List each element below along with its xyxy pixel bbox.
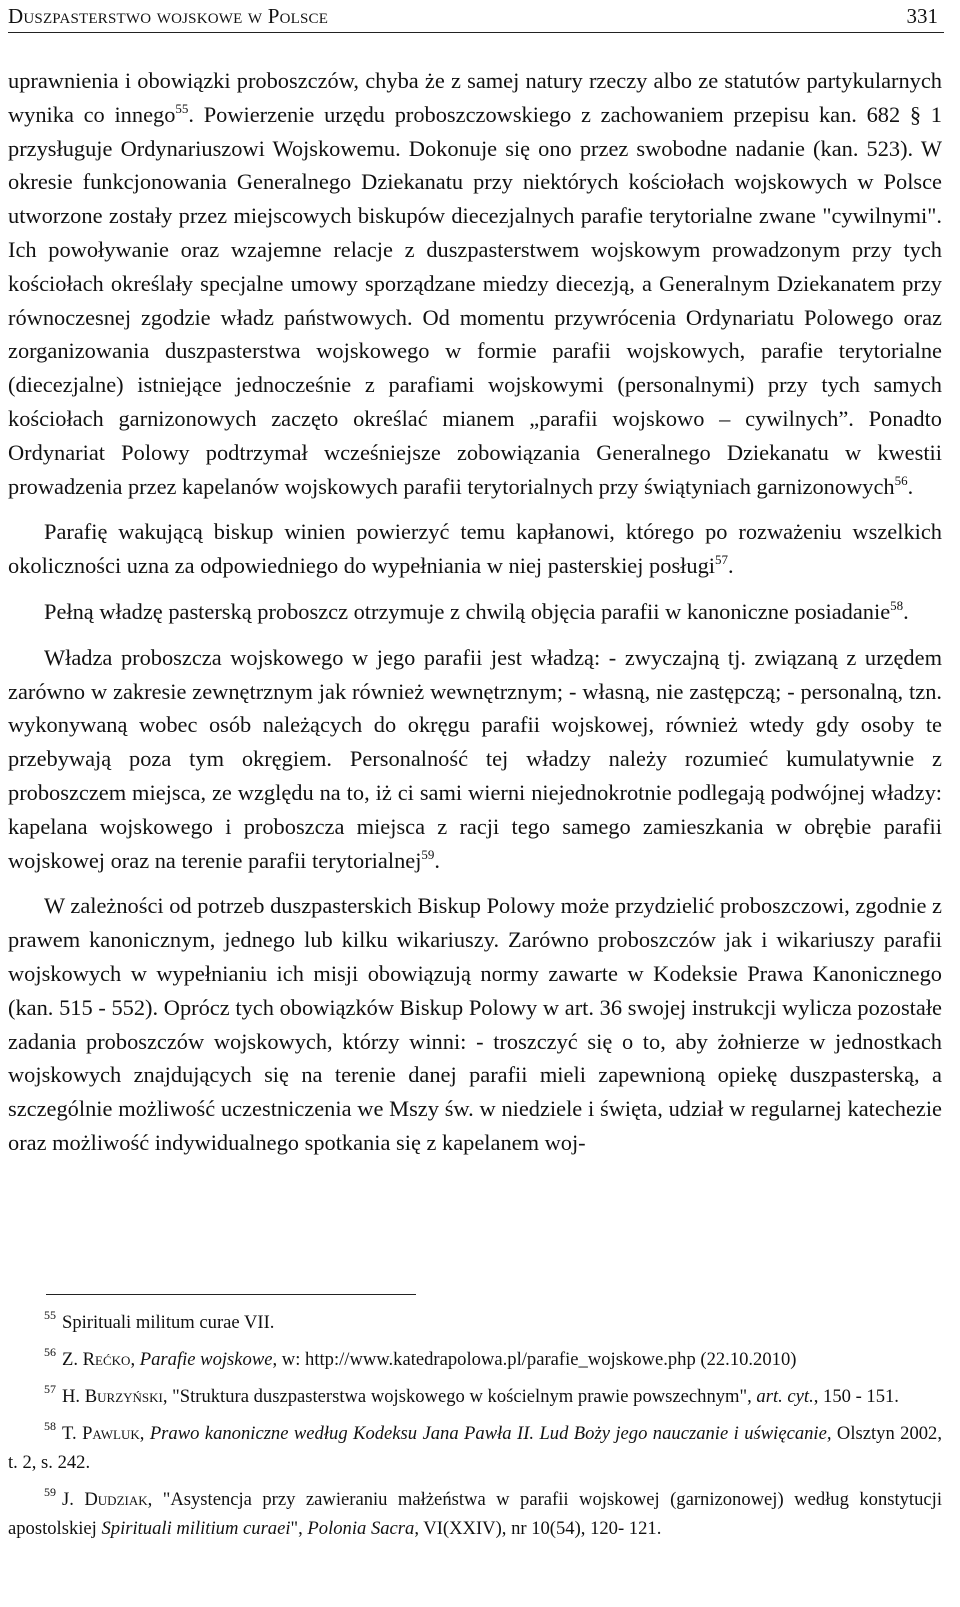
footnote-text: Olsztyn 2002, t. 2, s. 242. xyxy=(8,1423,943,1473)
footnote-separator xyxy=(46,1294,416,1295)
footnote-number: 55 xyxy=(44,1308,56,1322)
journal-title: Polonia Sacra xyxy=(307,1518,415,1539)
paragraph-text: . xyxy=(728,553,734,579)
footnote-ref-55[interactable]: 55 xyxy=(175,100,189,116)
author-name: Pawluk xyxy=(82,1423,140,1444)
paragraph-text: . xyxy=(434,847,441,873)
running-header xyxy=(8,0,944,33)
footnote-ref-58[interactable]: 58 xyxy=(890,597,904,613)
footnote-57 xyxy=(8,1382,942,1411)
footnote-text: , xyxy=(130,1349,140,1370)
paragraph-2 xyxy=(8,515,942,583)
footnote-number: 59 xyxy=(44,1485,56,1499)
paragraph-3 xyxy=(8,595,942,629)
work-title: Parafie wojskowe xyxy=(139,1349,273,1370)
art-cyt: art. cyt. xyxy=(756,1386,814,1407)
paragraph-text: . xyxy=(907,473,914,499)
footnote-number: 58 xyxy=(44,1419,56,1433)
footnote-text: ", xyxy=(290,1518,308,1539)
paragraph-text: uprawnienia i obowiązki proboszczów, chyba że z samej natury rzeczy albo ze statutów partykularnych wynika co innego xyxy=(8,68,942,127)
footnote-number: 56 xyxy=(44,1345,56,1359)
author-initial: T. xyxy=(62,1423,83,1444)
work-title: Spirituali militium curaei xyxy=(101,1518,291,1539)
paragraph-text: Władza proboszcza wojskowego w jego parafii jest władzą: - zwyczajną tj. związaną z urzędem zarówno w zakresie zewnętrznym jak również wewnętrznym; - własną, nie zastępczą; - personalną, tzn. wykonywaną wobec osób należących do okręgu parafii wojskowej, również wtedy gdy osoby te przebywają poza tym okręgiem. Personalność tej władzy należy rozumieć kumulatywnie z proboszczem miejsca, ze względu na to, iż ci sami wierni niejednokrotnie podlegają podwójnej władzy: kapelana wojskowego i proboszcza miejsca z racji tego samego zamieszkania w obrębie parafii wojskowej oraz na terenie parafii terytorialnej xyxy=(8,644,942,873)
page-number: 331 xyxy=(906,4,938,28)
paragraph-text: . Powierzenie urzędu proboszczowskiego z zachowaniem przepisu kan. 682 § 1 przysługuje Ordynariuszowi Wojskowemu. Dokonuje się ono przez swobodne nadanie (kan. 523). W okresie funkcjonowania Generalnego Dziekanatu przy niektórych kościołach wojskowych w Polsce utworzone zostały przez miejscowych biskupów diecezjalnych parafie terytorialne zwane "cywilnymi". Ich powoływanie oraz wzajemne relacje z duszpasterstwem wojskowym prowadzonym przy tych kościołach określały specjalne umowy sporządzane miedzy diecezją, a Generalnym Dziekanatem przy równoczesnej zgodzie władz państwowych. Od momentu przywrócenia Ordynariatu Polowego oraz zorganizowania duszpasterstwa wojskowego w formie parafii wojskowych, parafie terytorialne (diecezjalne) istniejące jednocześnie z parafiami wojskowymi (personalnymi) przy tych samych kościołach garnizonowych zaczęto określać mianem „parafii wojskowo – cywilnych”. Ponadto Ordynariat Polowy podtrzymał wcześniejsze zobowiązania Generalnego Dziekanatu w kwestii prowadzenia przez kapelanów wojskowych parafii terytorialnych przy świątyniach garnizonowych xyxy=(8,101,942,499)
paragraph-text: Pełną władzę pasterską proboszcz otrzymuje z chwilą objęcia parafii w kanoniczne posiadanie xyxy=(44,598,891,624)
paragraph-text: W zależności od potrzeb duszpasterskich Biskup Polowy może przydzielić proboszczowi, zgodnie z prawem kanonicznym, jednego lub kilku wikariuszy. Zarówno proboszczów jak i wikariuszy parafii wojskowych w wypełnianiu ich misji obowiązują normy zawarte w Kodeksie Prawa Kanonicznego (kan. 515 - 552). Oprócz tych obowiązków Biskup Polowy w art. 36 swojej instrukcji wylicza pozostałe zadania proboszczów wojskowych, którzy winni: - troszczyć się o to, aby żołnierze w jednostkach wojskowych znajdujących się na terenie danej parafii mieli zapewnioną opiekę duszpasterską, a szczególnie możliwość uczestniczenia we Mszy św. w niedziele i święta, udział w regularnej katechezie oraz możliwość indywidualnego spotkania się z kapelanem woj- xyxy=(8,893,942,1155)
footnote-ref-57[interactable]: 57 xyxy=(715,552,728,568)
author-name: Rećko xyxy=(82,1349,131,1370)
footnote-text[interactable]: , w: http://www.katedrapolowa.pl/parafie_wojskowe.php (22.10.2010) xyxy=(272,1349,797,1370)
footnote-text: Spirituali militum curae VII. xyxy=(62,1312,275,1333)
footnote-58 xyxy=(8,1419,942,1477)
paragraph-5 xyxy=(8,889,942,1159)
footnote-text: , "Struktura duszpasterstwa wojskowego w kościelnym prawie powszechnym", xyxy=(162,1386,757,1407)
footnote-55 xyxy=(8,1308,942,1337)
author-initial: J. xyxy=(62,1489,85,1510)
footnote-56 xyxy=(8,1345,942,1374)
main-text xyxy=(8,64,942,1172)
author-initial: Z. xyxy=(62,1349,83,1370)
footnote-text: , VI(XXIV), nr 10(54), 120- 121. xyxy=(414,1518,662,1539)
author-name: Burzyński xyxy=(84,1386,163,1407)
paragraph-1 xyxy=(8,64,942,503)
work-title: Prawo kanoniczne według Kodeksu Jana Pawła II. Lud Boży jego nauczanie i uświęcanie, xyxy=(149,1423,832,1444)
footnote-59 xyxy=(8,1485,942,1543)
footnote-number: 57 xyxy=(44,1382,56,1396)
author-initial: H. xyxy=(62,1386,85,1407)
paragraph-text: Parafię wakującą biskup winien powierzyć temu kapłanowi, którego po rozważeniu wszelkich okoliczności uzna za odpowiedniego do wypełniania w niej pasterskiej posługi xyxy=(8,519,942,579)
running-title: Duszpasterstwo wojskowe w Polsce xyxy=(8,4,329,28)
footnote-ref-59[interactable]: 59 xyxy=(421,846,435,862)
footnote-text: , xyxy=(139,1423,150,1444)
paragraph-text: . xyxy=(903,598,909,624)
paragraph-4 xyxy=(8,641,942,878)
footnote-text: , 150 - 151. xyxy=(813,1386,899,1407)
footnote-ref-56[interactable]: 56 xyxy=(894,472,908,488)
author-name: Dudziak xyxy=(84,1489,148,1510)
footnote-text: , "Asystencja przy zawieraniu małżeństwa w parafii wojskowej (garnizonowej) według konstytucji apostolskiej xyxy=(8,1489,942,1539)
footnotes xyxy=(8,1308,942,1551)
